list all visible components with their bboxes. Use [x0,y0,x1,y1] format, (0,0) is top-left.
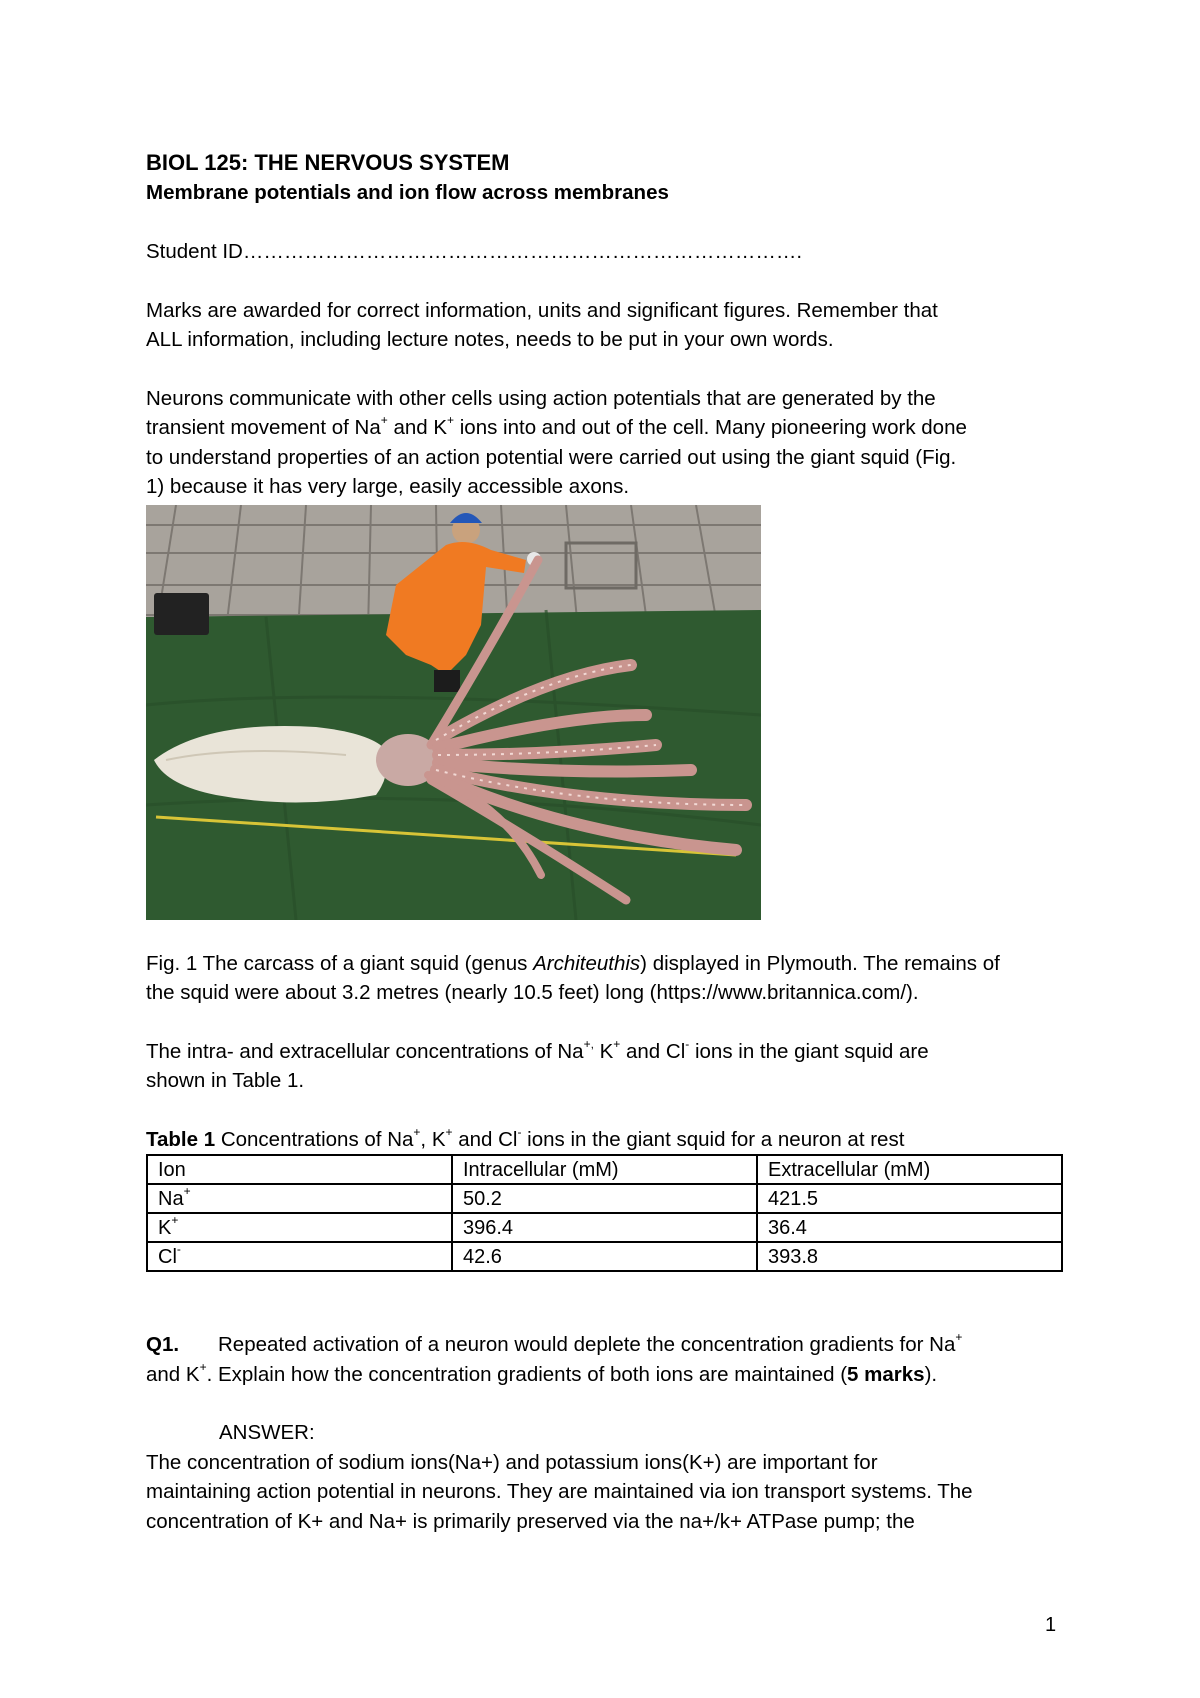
ion-cell: Na+ [147,1184,452,1213]
page-title: BIOL 125: THE NERVOUS SYSTEM [146,150,510,175]
concentration-text-line-2: shown in Table 1. [146,1069,305,1092]
question-1-line-2: and K+. Explain how the concentration gradients of both ions are maintained (5 marks). [146,1359,938,1386]
answer-label: ANSWER: [219,1421,315,1444]
ion-cell: Cl- [147,1242,452,1271]
table-header-row [147,1155,1062,1184]
intro-line-4: 1) because it has very large, easily accessible axons. [146,475,630,498]
ion-cell: K+ [147,1213,452,1242]
question-1-line-1: Q1. Repeated activation of a neuron would deplete the concentration gradients for Na+ [146,1330,1066,1360]
marks-note-line-2: ALL information, including lecture notes, needs to be put in your own words. [146,328,834,351]
table-header-cell: Intracellular (mM) [452,1155,757,1184]
table-caption: Table 1 Concentrations of Na+, K+ and Cl- ions in the giant squid for a neuron at rest [146,1124,905,1151]
concentration-text-line-1: The intra- and extracellular concentrations of Na+, K+ and Cl- ions in the giant squid are [146,1036,929,1063]
answer-line-3: concentration of K+ and Na+ is primarily preserved via the na+/k+ ATPase pump; the [146,1509,915,1533]
intracellular-cell: 42.6 [452,1242,757,1271]
table-row [147,1242,1062,1271]
intro-line-2: transient movement of Na+ and K+ ions into and out of the cell. Many pioneering work done [146,413,967,439]
answer-line-2: maintaining action potential in neurons. They are maintained via ion transport systems. The [146,1480,973,1503]
question-1-label: Q1. [146,1333,180,1356]
intracellular-cell: 396.4 [452,1213,757,1242]
extracellular-cell: 36.4 [757,1213,1062,1242]
table-header-cell: Extracellular (mM) [757,1155,1062,1184]
table-header-cell: Ion [147,1155,452,1184]
extracellular-cell: 393.8 [757,1242,1062,1271]
intro-line-1: Neurons communicate with other cells using action potentials that are generated by the [146,386,936,410]
page-number: 1 [1045,1614,1057,1636]
giant-squid-photo [146,505,761,920]
ion-concentration-table [146,1154,1063,1272]
figure-caption-line-2: the squid were about 3.2 metres (nearly 10.5 feet) long (https://www.britannica.com/). [146,981,919,1004]
page-content [146,148,1066,1536]
student-id-field: Student ID………………………………………………………………………. [146,240,803,263]
table-row [147,1213,1062,1242]
intracellular-cell: 50.2 [452,1184,757,1213]
intro-line-3: to understand properties of an action potential were carried out using the giant squid (Fig. [146,445,957,469]
figure-caption-line-1: Fig. 1 The carcass of a giant squid (genus Architeuthis) displayed in Plymouth. The remains of [146,951,1000,975]
table-row [147,1184,1062,1213]
extracellular-cell: 421.5 [757,1184,1062,1213]
answer-line-1: The concentration of sodium ions(Na+) and potassium ions(K+) are important for [146,1450,878,1474]
page-subtitle: Membrane potentials and ion flow across membranes [146,181,669,204]
marks-note-line-1: Marks are awarded for correct information, units and significant figures. Remember that [146,298,938,322]
